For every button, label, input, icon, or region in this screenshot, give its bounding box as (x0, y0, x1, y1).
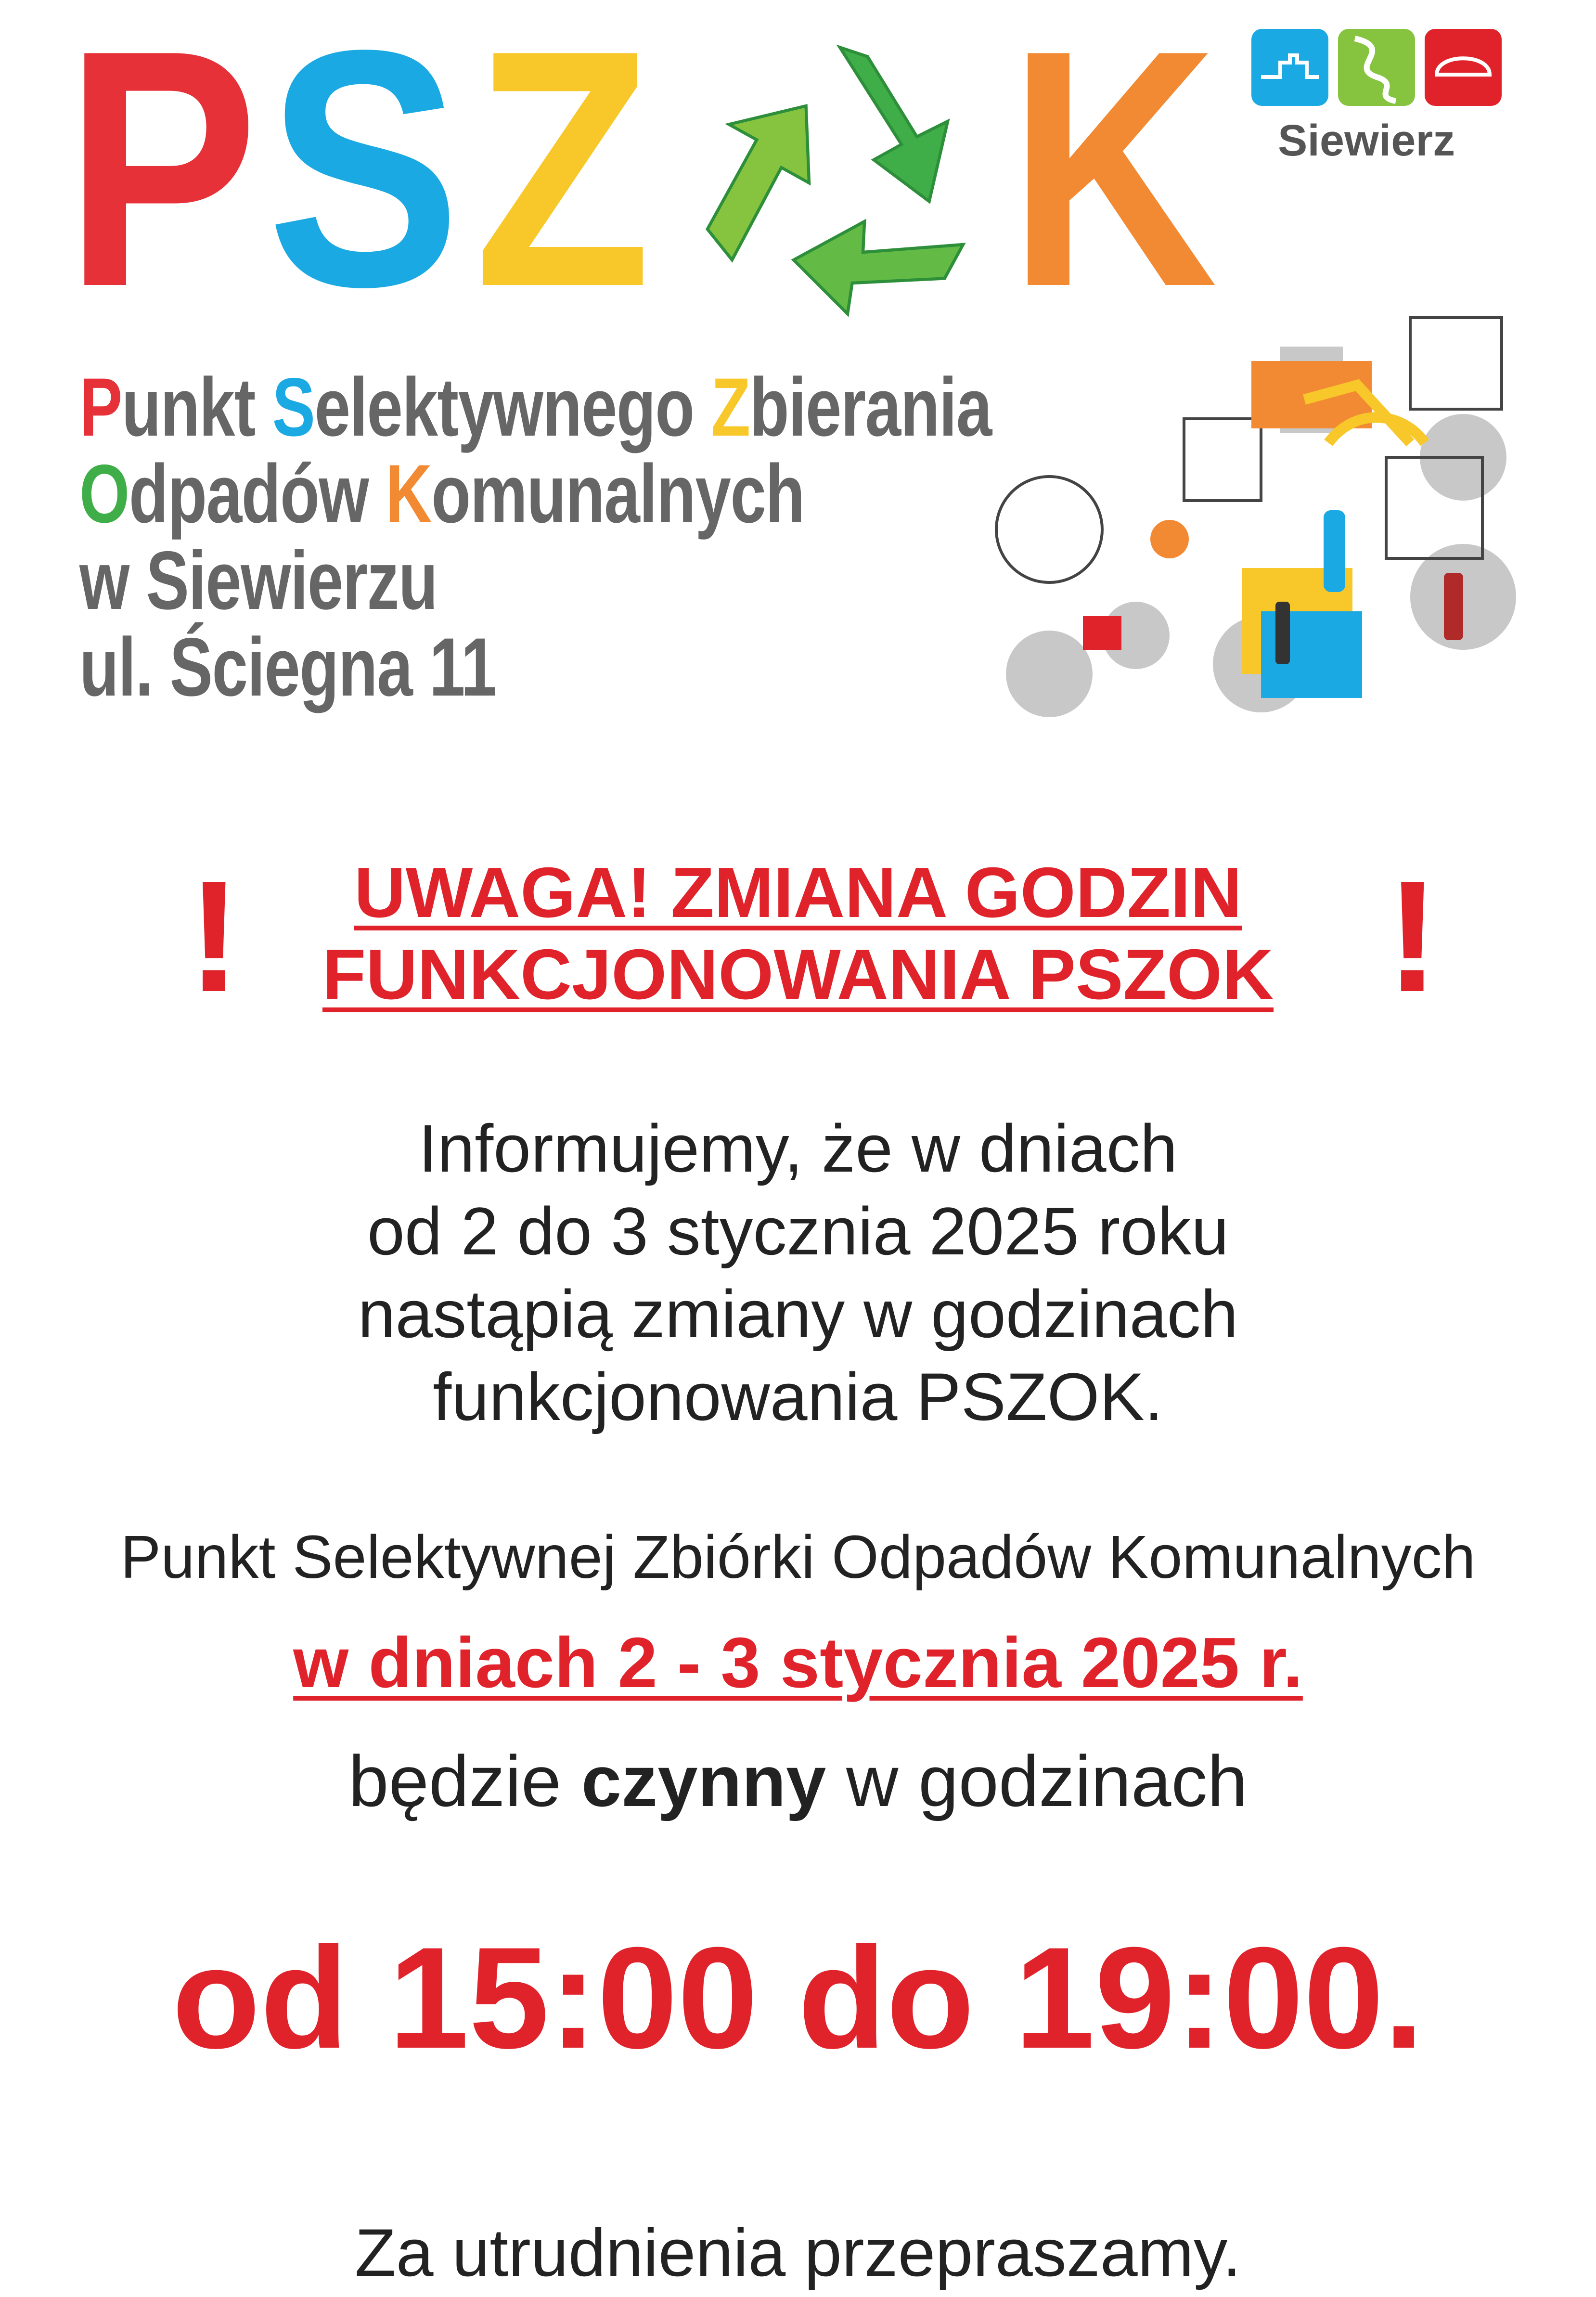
apology-text: Za utrudnienia przepraszamy. (355, 2215, 1241, 2290)
pszok-logo (65, 0, 1218, 357)
info-line-4: funkcjonowania PSZOK. (433, 1359, 1163, 1434)
logo-letter-p: P (65, 0, 258, 357)
subtitle-line-1: Punkt Selektywnego Zbierania (79, 361, 991, 453)
opening-hours: od 15:00 do 19:00. (172, 1917, 1424, 2078)
logo-letter-k: K (1008, 0, 1218, 357)
change-dates: w dniach 2 - 3 stycznia 2025 r. (293, 1623, 1303, 1703)
siewierz-brand-name: Siewierz (1278, 116, 1455, 165)
logo-letter-z: Z (474, 0, 651, 357)
info-line-3: nastąpią zmiany w godzinach (358, 1276, 1238, 1352)
exclamation-left: ! (188, 847, 241, 1025)
exclamation-right: ! (1386, 847, 1439, 1025)
open-statement: będzie czynny w godzinach (348, 1741, 1248, 1821)
siewierz-brand-icons (1251, 29, 1511, 111)
facility-name: Punkt Selektywnej Zbiórki Odpadów Komunalnych (120, 1523, 1476, 1591)
subtitle-line-2: Odpadów Komunalnych (79, 448, 804, 540)
subtitle-line-4: ul. Ściegna 11 (79, 621, 496, 713)
info-line-1: Informujemy, że w dniach (418, 1110, 1178, 1186)
notice-title-line-2: FUNKCJONOWANIA PSZOK (322, 935, 1274, 1014)
waste-collage-illustration (991, 298, 1516, 732)
logo-letter-s: S (267, 0, 461, 357)
subtitle-line-3: w Siewierzu (79, 534, 438, 627)
info-line-2: od 2 do 3 stycznia 2025 roku (367, 1193, 1229, 1269)
notice-title-line-1: UWAGA! ZMIANA GODZIN (354, 853, 1242, 932)
recycle-icon (686, 29, 994, 337)
